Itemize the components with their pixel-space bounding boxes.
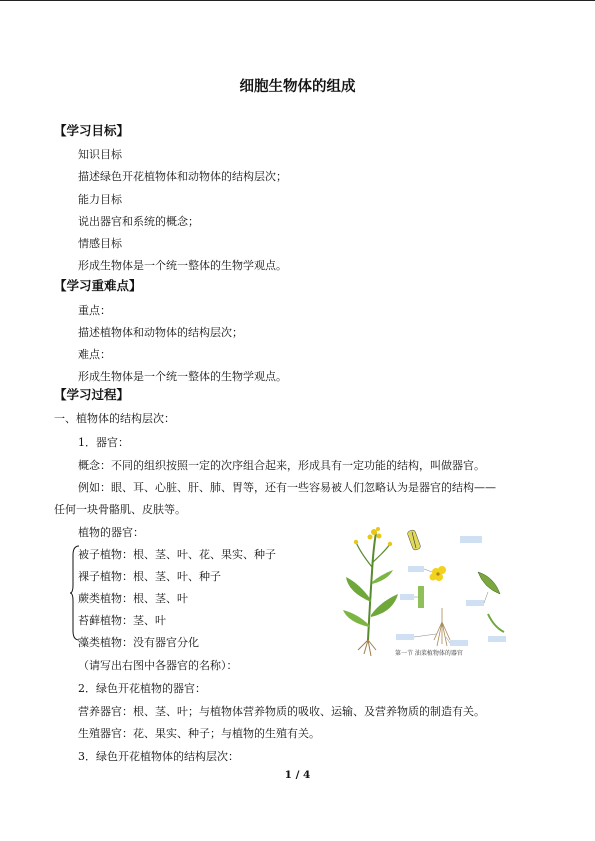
page-number: 1 / 4: [284, 769, 311, 781]
text-line: 植物的器官：: [78, 526, 144, 539]
section-heading-key-points: 【学习重难点】: [54, 278, 142, 293]
text-line: 1．器官：: [78, 436, 129, 449]
text-line: 藻类植物：没有器官分化: [78, 636, 199, 649]
text-line: 裸子植物：根、茎、叶、种子: [78, 570, 221, 583]
text-line: 描述植物体和动物体的结构层次；: [78, 326, 243, 339]
text-line: 蕨类植物：根、茎、叶: [78, 592, 188, 605]
top-rule: [0, 0, 595, 1]
text-line: 3．绿色开花植物体的结构层次：: [78, 750, 239, 763]
text-line: 被子植物：根、茎、叶、花、果实、种子: [78, 548, 276, 561]
text-line: 苔藓植物：茎、叶: [78, 614, 166, 627]
text-line: 知识目标: [78, 148, 122, 161]
text-line: 任何一块骨骼肌、皮肤等。: [54, 503, 186, 516]
figure-caption: 第一节 油菜植物体的器官: [395, 650, 463, 657]
text-line: 说出器官和系统的概念；: [78, 215, 199, 228]
section-heading-process: 【学习过程】: [54, 387, 130, 402]
text-line: 生殖器官：花、果实、种子；与植物的生殖有关。: [78, 727, 320, 740]
text-line: 概念：不同的组织按照一定的次序组合起来，形成具有一定功能的结构，叫做器官。: [78, 459, 485, 472]
text-line: 2．绿色开花植物的器官：: [78, 682, 206, 695]
text-line: 营养器官：根、茎、叶；与植物体营养物质的吸收、运输、及营养物质的制造有关。: [78, 705, 485, 718]
text-line: （请写出右图中各器官的名称）：: [78, 659, 238, 672]
text-line: 重点：: [78, 304, 111, 317]
text-line: 难点：: [78, 348, 111, 361]
text-line: 情感目标: [78, 237, 122, 250]
text-line: 能力目标: [78, 193, 122, 206]
section-heading-goals: 【学习目标】: [54, 123, 130, 138]
text-line: 形成生物体是一个统一整体的生物学观点。: [78, 370, 287, 383]
text-line: 一、植物体的结构层次：: [54, 412, 175, 425]
rapeseed-plant-figure: [338, 522, 514, 662]
text-line: 描述绿色开花植物体和动物体的结构层次；: [78, 170, 287, 183]
page-title: 细胞生物体的组成: [239, 79, 356, 95]
text-line: 例如：眼、耳、心脏、肝、肺、胃等，还有一些容易被人们忽略认为是器官的结构——: [78, 481, 496, 494]
text-line: 形成生物体是一个统一整体的生物学观点。: [78, 259, 287, 272]
